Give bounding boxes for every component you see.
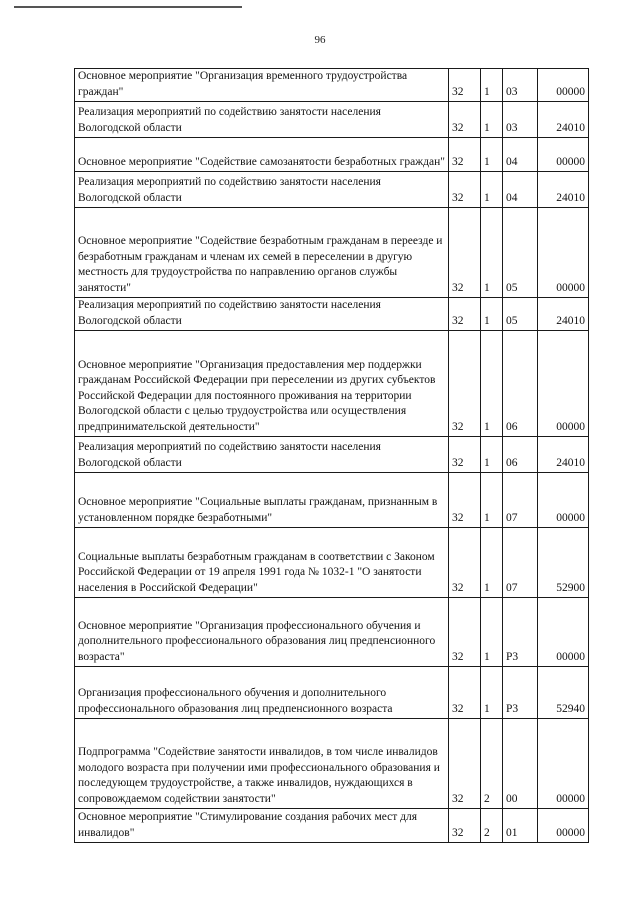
scan-edge-line xyxy=(14,6,242,8)
code-activity: 04 xyxy=(503,138,538,172)
code-direction: 52900 xyxy=(538,528,589,598)
row-name: Основное мероприятие "Социальные выплаты гражданам, признанным в установленном порядке безработными" xyxy=(75,473,449,528)
table-row xyxy=(75,69,589,102)
table-row xyxy=(75,598,589,667)
code-activity: 07 xyxy=(503,473,538,528)
code-subprogram: 1 xyxy=(481,172,503,208)
code-activity: 06 xyxy=(503,331,538,437)
code-direction: 52940 xyxy=(538,667,589,719)
code-program: 32 xyxy=(449,331,481,437)
table-row xyxy=(75,719,589,809)
row-name: Социальные выплаты безработным гражданам в соответствии с Законом Российской Федерации от 19 апреля 1991 года № 1032-1 "О занятости населения в Российской Федерации" xyxy=(75,528,449,598)
table-row xyxy=(75,298,589,331)
code-direction: 24010 xyxy=(538,298,589,331)
code-activity: 03 xyxy=(503,102,538,138)
table-row xyxy=(75,809,589,843)
table-row xyxy=(75,208,589,298)
code-subprogram: 1 xyxy=(481,331,503,437)
code-activity: P3 xyxy=(503,667,538,719)
budget-table xyxy=(74,68,589,843)
row-name: Реализация мероприятий по содействию занятости населения Вологодской области xyxy=(75,102,449,138)
code-program: 32 xyxy=(449,809,481,843)
row-name: Подпрограмма "Содействие занятости инвалидов, в том числе инвалидов молодого возраста при получении ими профессионального образования и последующем трудоустройстве, а также инвалидов, нуждающихся в сопровождаемом содействии занятости" xyxy=(75,719,449,809)
code-direction: 00000 xyxy=(538,331,589,437)
code-program: 32 xyxy=(449,172,481,208)
code-subprogram: 2 xyxy=(481,809,503,843)
code-subprogram: 1 xyxy=(481,208,503,298)
table-row xyxy=(75,331,589,437)
code-program: 32 xyxy=(449,667,481,719)
code-direction: 00000 xyxy=(538,473,589,528)
code-subprogram: 1 xyxy=(481,667,503,719)
code-program: 32 xyxy=(449,298,481,331)
code-activity: 05 xyxy=(503,208,538,298)
code-subprogram: 1 xyxy=(481,102,503,138)
code-activity: 05 xyxy=(503,298,538,331)
code-program: 32 xyxy=(449,473,481,528)
code-subprogram: 2 xyxy=(481,719,503,809)
code-direction: 24010 xyxy=(538,437,589,473)
code-activity: 01 xyxy=(503,809,538,843)
code-activity: 04 xyxy=(503,172,538,208)
page-number: 96 xyxy=(314,34,326,46)
code-direction: 24010 xyxy=(538,102,589,138)
table-row xyxy=(75,437,589,473)
code-program: 32 xyxy=(449,598,481,667)
code-program: 32 xyxy=(449,719,481,809)
code-subprogram: 1 xyxy=(481,473,503,528)
row-name: Основное мероприятие "Организация временного трудоустройства граждан" xyxy=(75,69,449,102)
row-name: Основное мероприятие "Организация предоставления мер поддержки гражданам Российской Федерации при переселении из других субъектов Российской Федерации для постоянного проживания на территории Вологодской области с целью трудоустройства или осуществления предпринимательской деятельности" xyxy=(75,331,449,437)
row-name: Основное мероприятие "Содействие безработным гражданам в переезде и безработным гражданам и членам их семей в переселении в другую местность для трудоустройства по направлению органов службы занятости" xyxy=(75,208,449,298)
table-row xyxy=(75,667,589,719)
code-activity: 00 xyxy=(503,719,538,809)
code-subprogram: 1 xyxy=(481,298,503,331)
code-program: 32 xyxy=(449,208,481,298)
code-program: 32 xyxy=(449,102,481,138)
row-name: Основное мероприятие "Содействие самозанятости безработных граждан" xyxy=(75,138,449,172)
row-name: Реализация мероприятий по содействию занятости населения Вологодской области xyxy=(75,172,449,208)
code-program: 32 xyxy=(449,138,481,172)
code-activity: 03 xyxy=(503,69,538,102)
code-program: 32 xyxy=(449,69,481,102)
code-subprogram: 1 xyxy=(481,437,503,473)
table-row xyxy=(75,102,589,138)
code-program: 32 xyxy=(449,437,481,473)
table-row xyxy=(75,172,589,208)
table-row xyxy=(75,138,589,172)
code-subprogram: 1 xyxy=(481,138,503,172)
row-name: Организация профессионального обучения и дополнительного профессионального образования лиц предпенсионного возраста xyxy=(75,667,449,719)
table-row xyxy=(75,528,589,598)
code-program: 32 xyxy=(449,528,481,598)
code-direction: 00000 xyxy=(538,69,589,102)
code-subprogram: 1 xyxy=(481,598,503,667)
row-name: Основное мероприятие "Стимулирование создания рабочих мест для инвалидов" xyxy=(75,809,449,843)
table-row xyxy=(75,473,589,528)
code-direction: 00000 xyxy=(538,598,589,667)
code-activity: 07 xyxy=(503,528,538,598)
code-subprogram: 1 xyxy=(481,528,503,598)
row-name: Реализация мероприятий по содействию занятости населения Вологодской области xyxy=(75,437,449,473)
code-activity: P3 xyxy=(503,598,538,667)
code-direction: 00000 xyxy=(538,138,589,172)
code-subprogram: 1 xyxy=(481,69,503,102)
code-direction: 24010 xyxy=(538,172,589,208)
code-direction: 00000 xyxy=(538,208,589,298)
code-direction: 00000 xyxy=(538,719,589,809)
row-name: Основное мероприятие "Организация профессионального обучения и дополнительного профессионального образования лиц предпенсионного возраста" xyxy=(75,598,449,667)
row-name: Реализация мероприятий по содействию занятости населения Вологодской области xyxy=(75,298,449,331)
code-activity: 06 xyxy=(503,437,538,473)
code-direction: 00000 xyxy=(538,809,589,843)
